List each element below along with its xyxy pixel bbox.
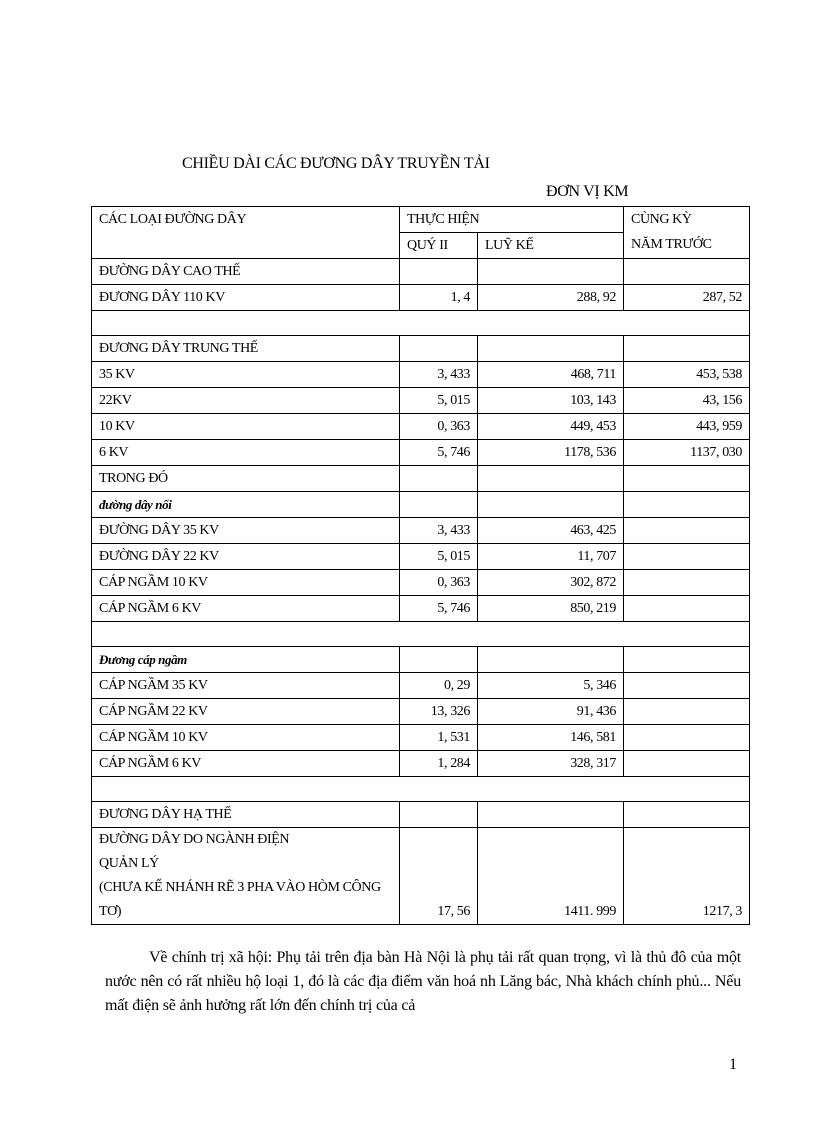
body-paragraph <box>105 946 741 1018</box>
table-row <box>92 362 750 388</box>
table-row <box>92 544 750 570</box>
spacer-row <box>92 622 750 647</box>
header-cumulative: LUỸ KẾ <box>478 233 624 259</box>
table-row <box>92 285 750 311</box>
table-row <box>92 440 750 466</box>
section-row-high-voltage <box>92 259 750 285</box>
row-label: 6 KV <box>92 440 400 466</box>
cumulative-value: 850, 219 <box>478 596 624 622</box>
header-row <box>92 207 750 233</box>
line-length-table <box>91 206 750 925</box>
table-row <box>92 518 750 544</box>
cumulative-value: 5, 346 <box>478 673 624 699</box>
cumulative-value: 11, 707 <box>478 544 624 570</box>
cumulative-value: 1411. 999 <box>478 828 624 925</box>
subsection-row-cable <box>92 647 750 673</box>
same-period-value: 1137, 030 <box>624 440 750 466</box>
row-label: ĐƯƠNG DÂY 110 KV <box>92 285 400 311</box>
header-same-period <box>624 207 750 259</box>
quarter-value: 17, 56 <box>400 828 478 925</box>
spacer-row <box>92 311 750 336</box>
table-row <box>92 570 750 596</box>
table-row <box>92 751 750 777</box>
row-label: CÁP NGẦM 35 KV <box>92 673 400 699</box>
cumulative-value: 288, 92 <box>478 285 624 311</box>
header-line-types: CÁC LOẠI ĐƯỜNG DÂY <box>92 207 400 259</box>
row-label: CÁP NGẦM 6 KV <box>92 596 400 622</box>
section-label: ĐƯƠNG DÂY TRUNG THẾ <box>92 336 400 362</box>
row-label: 22KV <box>92 388 400 414</box>
cumulative-value: 463, 425 <box>478 518 624 544</box>
row-label: 35 KV <box>92 362 400 388</box>
cumulative-value: 91, 436 <box>478 699 624 725</box>
section-row-low-voltage <box>92 802 750 828</box>
header-same-period-line1: CÙNG KỲ <box>631 212 692 227</box>
spacer-row <box>92 777 750 802</box>
quarter-value: 3, 433 <box>400 518 478 544</box>
table-row <box>92 673 750 699</box>
quarter-value: 1, 284 <box>400 751 478 777</box>
row-label: CÁP NGẦM 22 KV <box>92 699 400 725</box>
table-row <box>92 414 750 440</box>
quarter-value: 1, 531 <box>400 725 478 751</box>
cumulative-value: 302, 872 <box>478 570 624 596</box>
table-row <box>92 725 750 751</box>
paragraph-text: Về chính trị xã hội: Phụ tải trên địa bàn Hà Nội là phụ tải rất quan trọng, vì là thủ đô của một nước nên có rất nhiều hộ loại 1, đó là các địa điểm văn hoá nh Lăng bác, Nhà khách chính phủ... Nếu mất điện sẽ ảnh hưởng rất lớn đến chính trị của cả <box>105 949 741 1014</box>
subsection-label: Đương cáp ngầm <box>92 647 400 673</box>
table-row <box>92 388 750 414</box>
row-label-line: (CHƯA KỂ NHÁNH RẼ 3 PHA VÀO HÒM CÔNG TƠ) <box>99 880 381 919</box>
row-label: ĐƯỜNG DÂY 35 KV <box>92 518 400 544</box>
quarter-value: 1, 4 <box>400 285 478 311</box>
header-same-period-line2: NĂM TRƯỚC <box>631 237 712 252</box>
header-executed: THỰC HIỆN <box>400 207 624 233</box>
quarter-value: 13, 326 <box>400 699 478 725</box>
header-quarter: QUÝ II <box>400 233 478 259</box>
cumulative-value: 468, 711 <box>478 362 624 388</box>
page-title: CHIỀU DÀI CÁC ĐƯƠNG DÂY TRUYỀN TẢI <box>182 155 490 172</box>
cumulative-value: 146, 581 <box>478 725 624 751</box>
cumulative-value: 328, 317 <box>478 751 624 777</box>
quarter-value: 5, 015 <box>400 388 478 414</box>
quarter-value: 5, 015 <box>400 544 478 570</box>
cumulative-value: 103, 143 <box>478 388 624 414</box>
quarter-value: 5, 746 <box>400 596 478 622</box>
section-label: ĐƯƠNG DÂY HẠ THẾ <box>92 802 400 828</box>
row-label-line: QUẢN LÝ <box>99 856 159 871</box>
table-row <box>92 596 750 622</box>
row-label: TRONG ĐÓ <box>92 466 400 492</box>
cumulative-value: 1178, 536 <box>478 440 624 466</box>
subsection-row-overhead <box>92 492 750 518</box>
table-row <box>92 699 750 725</box>
same-period-value: 453, 538 <box>624 362 750 388</box>
row-label: 10 KV <box>92 414 400 440</box>
row-label-line: ĐƯỜNG DÂY DO NGÀNH ĐIỆN <box>99 832 290 847</box>
table-row <box>92 828 750 925</box>
page-number: 1 <box>729 1056 737 1073</box>
row-label: CÁP NGẦM 10 KV <box>92 570 400 596</box>
row-label: ĐƯỜNG DÂY 22 KV <box>92 544 400 570</box>
same-period-value: 443, 959 <box>624 414 750 440</box>
table-row <box>92 466 750 492</box>
unit-label: ĐƠN VỊ KM <box>546 183 629 200</box>
row-label: CÁP NGẦM 10 KV <box>92 725 400 751</box>
subsection-label: đường dây nổi <box>92 492 400 518</box>
row-label <box>92 828 400 925</box>
same-period-value: 1217, 3 <box>624 828 750 925</box>
quarter-value: 5, 746 <box>400 440 478 466</box>
quarter-value: 0, 29 <box>400 673 478 699</box>
quarter-value: 0, 363 <box>400 414 478 440</box>
row-label: CÁP NGẦM 6 KV <box>92 751 400 777</box>
cumulative-value: 449, 453 <box>478 414 624 440</box>
quarter-value: 0, 363 <box>400 570 478 596</box>
section-label: ĐƯỜNG DÂY CAO THẾ <box>92 259 400 285</box>
section-row-medium-voltage <box>92 336 750 362</box>
same-period-value: 287, 52 <box>624 285 750 311</box>
quarter-value: 3, 433 <box>400 362 478 388</box>
same-period-value: 43, 156 <box>624 388 750 414</box>
